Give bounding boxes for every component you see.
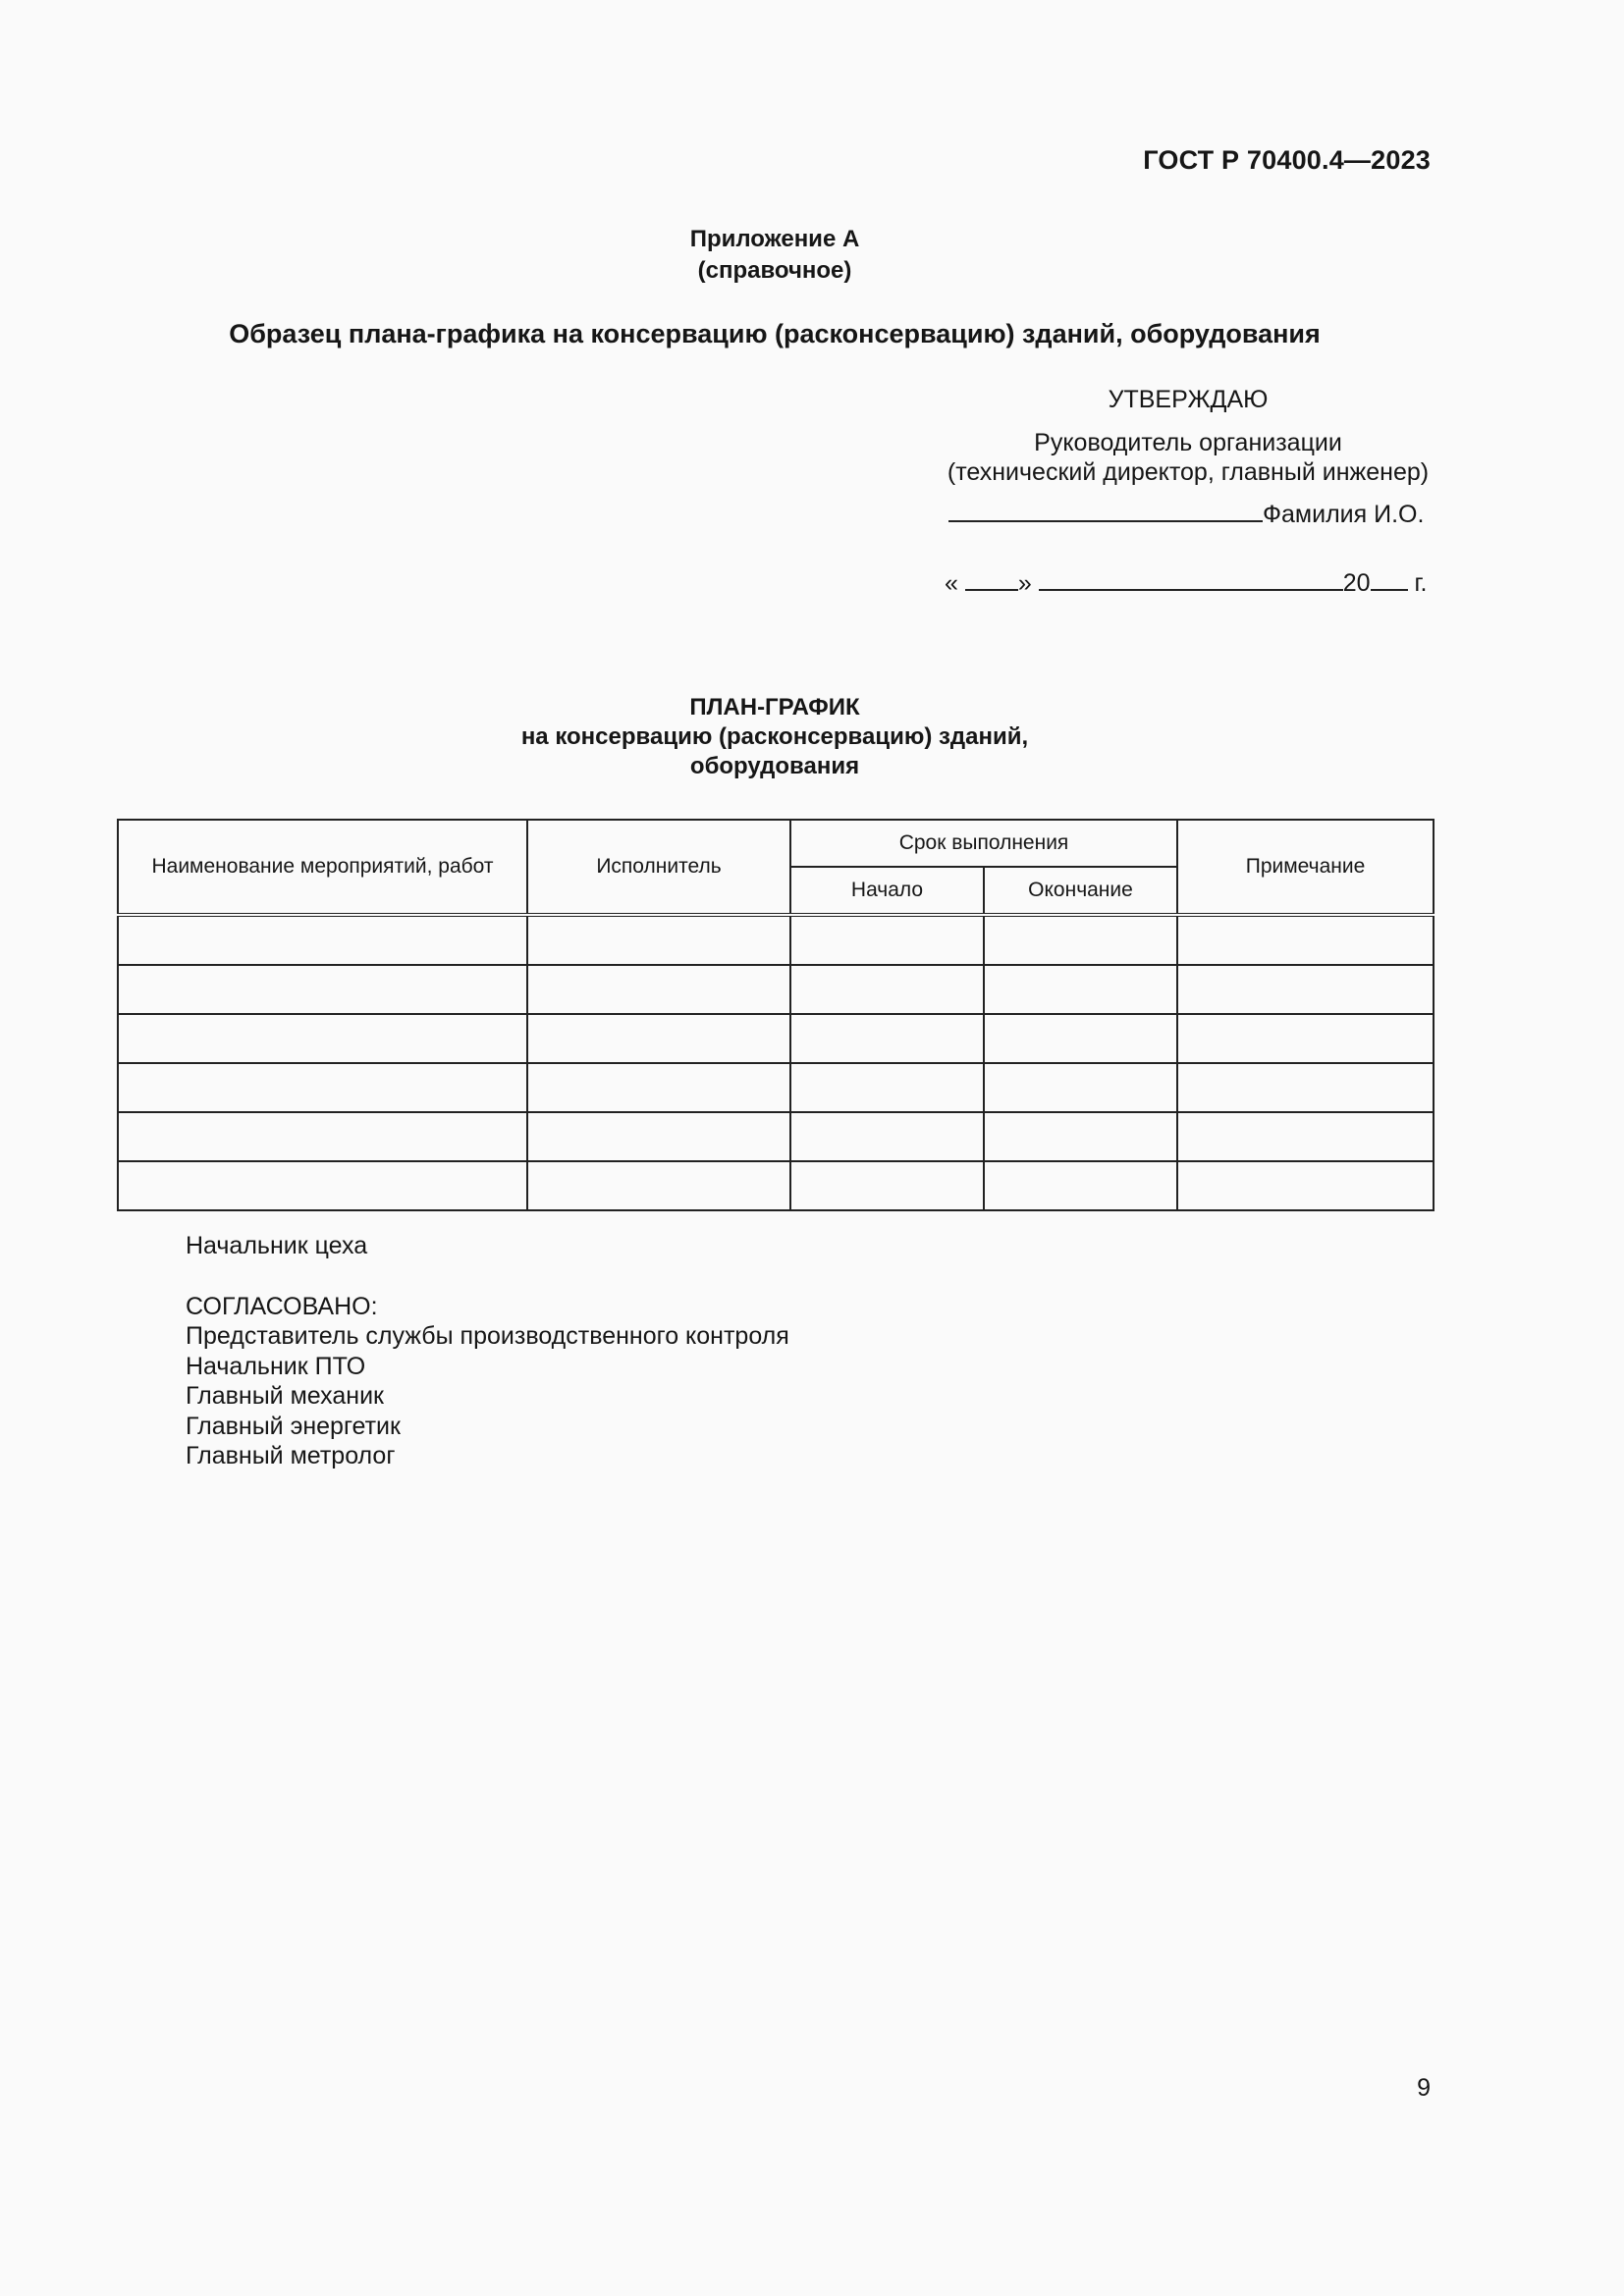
page-number: 9 xyxy=(1417,2074,1431,2102)
table-cell xyxy=(1177,915,1434,965)
approval-heading: УТВЕРЖДАЮ xyxy=(1108,386,1269,413)
date-open-quote: « xyxy=(945,569,958,597)
header-end: Окончание xyxy=(984,867,1177,915)
table-cell xyxy=(1177,965,1434,1014)
table-cell xyxy=(984,915,1177,965)
table-cell xyxy=(790,1161,984,1210)
chief-power-engineer: Главный энергетик xyxy=(186,1412,401,1440)
shop-head: Начальник цеха xyxy=(186,1232,368,1259)
prod-control-rep: Представитель службы производственного контроля xyxy=(186,1322,789,1350)
table-cell xyxy=(527,1063,790,1112)
approval-signature-line xyxy=(948,499,1424,529)
plan-title-line1: ПЛАН-ГРАФИК xyxy=(689,694,860,721)
table-cell xyxy=(527,915,790,965)
agreed-heading: СОГЛАСОВАНО: xyxy=(186,1292,378,1320)
day-blank xyxy=(965,567,1018,591)
table-cell xyxy=(790,1063,984,1112)
table-cell xyxy=(118,1063,527,1112)
header-deadline: Срок выполнения xyxy=(790,820,1177,867)
chief-metrologist: Главный метролог xyxy=(186,1442,396,1469)
table-row xyxy=(118,1112,1434,1161)
document-title: Образец плана-графика на консервацию (расконсервацию) зданий, оборудования xyxy=(229,319,1321,348)
table-cell xyxy=(790,915,984,965)
table-cell xyxy=(1177,1063,1434,1112)
year-prefix: 20 xyxy=(1342,569,1371,597)
table-cell xyxy=(118,1014,527,1063)
signatures-block xyxy=(186,1231,789,1471)
table-cell xyxy=(790,1014,984,1063)
table-row xyxy=(118,965,1434,1014)
signature-blank xyxy=(948,499,1263,522)
plan-schedule-table xyxy=(117,819,1435,1211)
approval-block xyxy=(923,385,1453,487)
plan-title-line3: оборудования xyxy=(689,753,860,779)
month-blank xyxy=(1039,567,1343,591)
date-close-quote: » xyxy=(1017,569,1032,597)
table-cell xyxy=(790,1112,984,1161)
year-blank xyxy=(1371,567,1408,591)
approval-date-line xyxy=(945,567,1428,598)
header-note: Примечание xyxy=(1177,820,1434,915)
appendix-kind: (справочное) xyxy=(697,257,852,284)
table-row xyxy=(118,1063,1434,1112)
table-cell xyxy=(1177,1112,1434,1161)
table-cell xyxy=(984,1161,1177,1210)
chief-mechanic: Главный механик xyxy=(186,1382,384,1410)
year-suffix: г. xyxy=(1414,569,1428,597)
table-cell xyxy=(118,915,527,965)
header-activity: Наименование мероприятий, работ xyxy=(118,820,527,915)
plan-title-line2: на консервацию (расконсервацию) зданий, xyxy=(520,723,1029,750)
table-cell xyxy=(527,1014,790,1063)
table-cell xyxy=(984,1014,1177,1063)
approval-role-line1: Руководитель организации xyxy=(1034,429,1342,456)
table-cell xyxy=(984,1063,1177,1112)
plan-title xyxy=(0,693,1549,781)
table-cell xyxy=(984,965,1177,1014)
table-cell xyxy=(118,1112,527,1161)
table-cell xyxy=(527,1112,790,1161)
table-cell xyxy=(527,1161,790,1210)
table-cell xyxy=(118,965,527,1014)
table-cell xyxy=(984,1112,1177,1161)
pto-head: Начальник ПТО xyxy=(186,1352,366,1380)
document-code: ГОСТ Р 70400.4—2023 xyxy=(1143,145,1431,175)
appendix-title: Приложение А xyxy=(689,226,860,252)
table-cell xyxy=(527,965,790,1014)
table-cell xyxy=(1177,1161,1434,1210)
table-row xyxy=(118,1161,1434,1210)
approval-role-line2: (технический директор, главный инженер) xyxy=(947,458,1430,486)
table-cell xyxy=(790,965,984,1014)
table-cell xyxy=(118,1161,527,1210)
table-cell xyxy=(1177,1014,1434,1063)
header-executor: Исполнитель xyxy=(527,820,790,915)
table-row xyxy=(118,1014,1434,1063)
header-start: Начало xyxy=(790,867,984,915)
table-row xyxy=(118,915,1434,965)
approval-name: Фамилия И.О. xyxy=(1263,501,1425,528)
